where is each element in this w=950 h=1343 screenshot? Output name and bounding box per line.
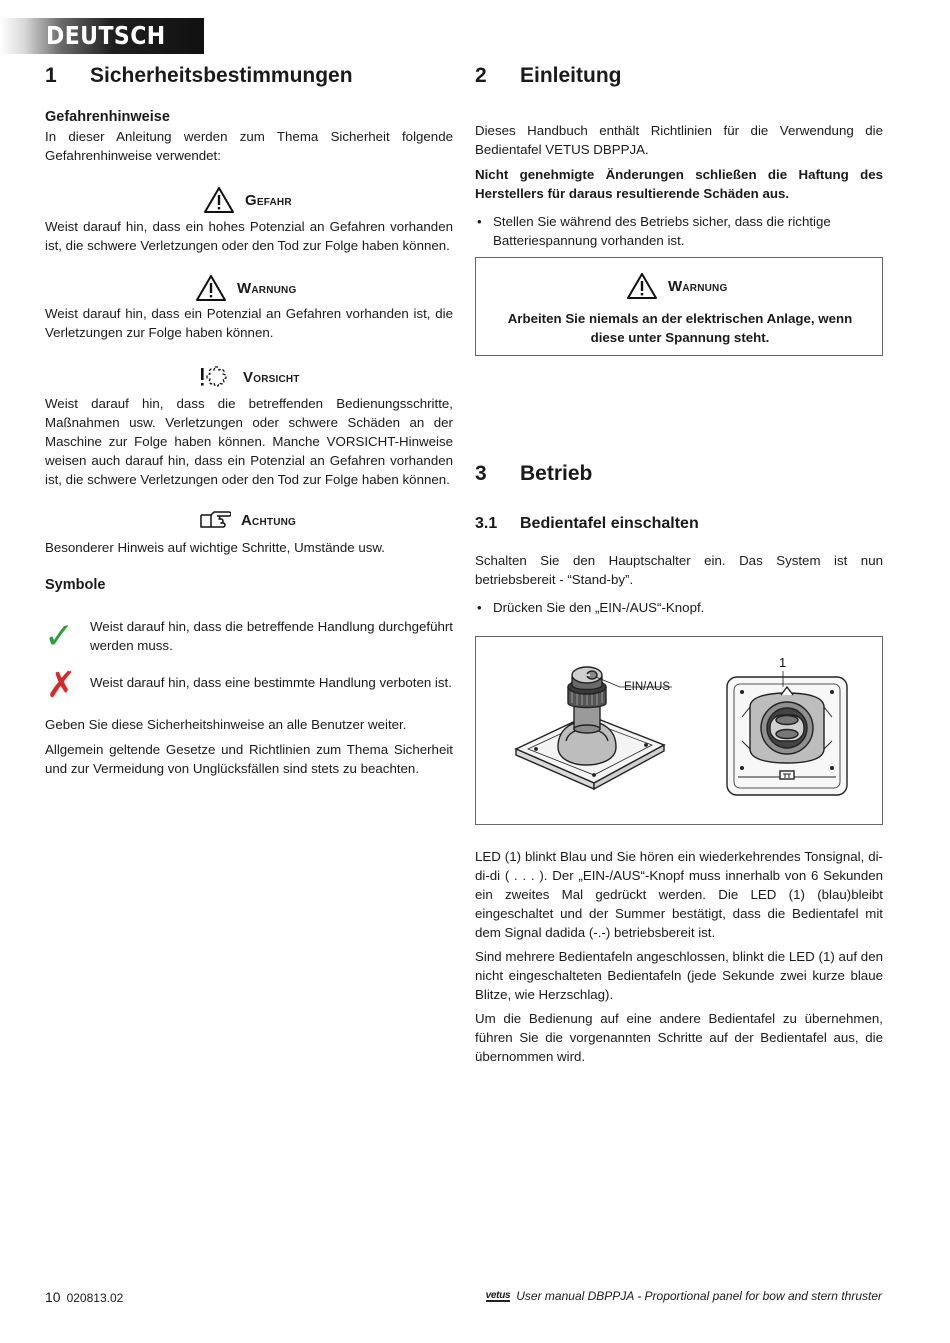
gefahr-text: Weist darauf hin, dass ein hohes Potenzial an Gefahren vorhanden ist, die schwere Verletzungen oder den Tod zur Folge haben können. xyxy=(45,219,453,253)
warning-box xyxy=(475,257,883,356)
liability-text: Nicht genehmigte Änderungen schließen die Haftung des Herstellers für daraus resultierende Schäden aus. xyxy=(475,167,883,201)
section-3-1-heading xyxy=(475,515,699,533)
button-label: EIN/AUS xyxy=(624,681,671,693)
warnbox-label: Warnung xyxy=(668,277,728,295)
caution-gear-icon xyxy=(199,364,233,390)
vorsicht-label: Vorsicht xyxy=(243,368,300,386)
language-label: DEUTSCH xyxy=(46,21,166,50)
led-label: 1 xyxy=(779,655,787,670)
doc-number: 020813.02 xyxy=(66,1291,124,1305)
pointing-hand-icon xyxy=(199,509,231,531)
warnbox-heading xyxy=(626,272,727,300)
achtung-heading xyxy=(199,509,296,531)
panel-figure xyxy=(475,636,883,825)
warnung-label: Warnung xyxy=(237,279,297,297)
footer-title: User manual DBPPJA - Proportional panel for bow and stern thruster xyxy=(516,1289,882,1303)
section-number: 2 xyxy=(475,64,487,87)
vetus-logo: vetus xyxy=(485,1289,511,1301)
vorsicht-text: Weist darauf hin, dass die betreffenden Bedienungsschritte, Maßnahmen usw. Verletzungen oder schwere Schäden an der Maschine zur Folge haben können. Manche VORSICHT-Hinweise weisen auch darauf hin, dass ein Potenzial an Gefahren vorhanden ist, die schwere Verletzungen oder den Tod zur Folge haben können. xyxy=(45,396,453,487)
multi-panel-text: Sind mehrere Bedientafeln angeschlossen, blinkt die LED (1) auf den nicht eingeschalteten Bedientafeln (jede Sekunde zwei kurze blaue Blitze, wie Herzschlag). xyxy=(475,949,883,1002)
section-title: Betrieb xyxy=(520,462,593,485)
page-number: 10 xyxy=(45,1289,61,1305)
symbole-heading: Symbole xyxy=(45,577,106,593)
warnung-heading xyxy=(195,274,296,302)
closing-text-2: Allgemein geltende Gesetze und Richtlinien zum Thema Sicherheit und zur Vermeidung von Unglücksfällen sind stets zu beachten. xyxy=(45,742,453,776)
symbol-check-text: Weist darauf hin, dass die betreffende Handlung durchgeführt werden muss. xyxy=(90,619,453,653)
intro-text: Dieses Handbuch enthält Richtlinien für die Verwendung die Bedientafel VETUS DBPPJA. xyxy=(475,123,883,157)
section-3-heading xyxy=(475,462,592,486)
warnbox-text: Arbeiten Sie niemals an der elektrischen Anlage, wenn diese unter Spannung steht. xyxy=(507,311,853,345)
achtung-label: Achtung xyxy=(241,511,297,529)
gefahrenhinweise-heading: Gefahrenhinweise xyxy=(45,109,170,125)
takeover-text: Um die Bedienung auf eine andere Bedientafel zu übernehmen, führen Sie die vorgenannten Schritte auf der Bedientafel aus, die übernommen wird. xyxy=(475,1011,883,1064)
bullet-button: • Drücken Sie den „EIN-/AUS“-Knopf. xyxy=(475,598,883,617)
section-number: 3 xyxy=(475,462,487,485)
section-2-heading xyxy=(475,64,622,88)
bullet-battery: • Stellen Sie während des Betriebs sicher, dass die richtige Batteriespannung vorhanden ist. xyxy=(475,212,883,250)
language-banner xyxy=(0,18,204,54)
footer-left xyxy=(45,1289,123,1305)
warning-triangle-icon xyxy=(195,274,227,302)
warning-triangle-icon xyxy=(626,272,658,300)
section-number: 1 xyxy=(45,64,57,87)
footer-right xyxy=(486,1289,882,1303)
section-title: Einleitung xyxy=(520,64,622,87)
gefahrenhinweise-intro: In dieser Anleitung werden zum Thema Sicherheit folgende Gefahrenhinweise verwendet: xyxy=(45,129,453,163)
checkmark-icon: ✓ xyxy=(44,615,75,656)
warning-triangle-icon xyxy=(203,186,235,214)
led-text: LED (1) blinkt Blau und Sie hören ein wiederkehrendes Tonsignal, di-di-di ( . . . ). Der „EIN-/AUS“-Knopf muss innerhalb von 6 Sekunden ein zweites Mal gedrückt werden. Die LED (1) (blau)bleibt eingeschaltet und der Summer bestätigt, dass die Bedientafel mit dem Signal dadida (-.-) betriebsbereit ist. xyxy=(475,849,883,940)
section-title: Sicherheitsbestimmungen xyxy=(90,64,353,87)
gefahr-heading xyxy=(203,186,292,214)
achtung-text: Besonderer Hinweis auf wichtige Schritte, Umstände usw. xyxy=(45,540,385,555)
cross-icon: ✗ xyxy=(46,664,77,705)
switch-on-text: Schalten Sie den Hauptschalter ein. Das System ist nun betriebsbereit - “Stand-by”. xyxy=(475,553,883,587)
gefahr-label: Gefahr xyxy=(245,191,292,209)
section-number: 3.1 xyxy=(475,515,498,532)
warnung-text: Weist darauf hin, dass ein Potenzial an Gefahren vorhanden ist, die Verletzungen zur Folge haben können. xyxy=(45,306,453,340)
panel-illustration xyxy=(476,637,882,824)
vorsicht-heading xyxy=(199,364,300,390)
closing-text-1: Geben Sie diese Sicherheitshinweise an alle Benutzer weiter. xyxy=(45,717,407,732)
section-title: Bedientafel einschalten xyxy=(520,515,699,532)
section-1-heading xyxy=(45,64,353,88)
symbol-cross-text: Weist darauf hin, dass eine bestimmte Handlung verboten ist. xyxy=(90,675,452,690)
